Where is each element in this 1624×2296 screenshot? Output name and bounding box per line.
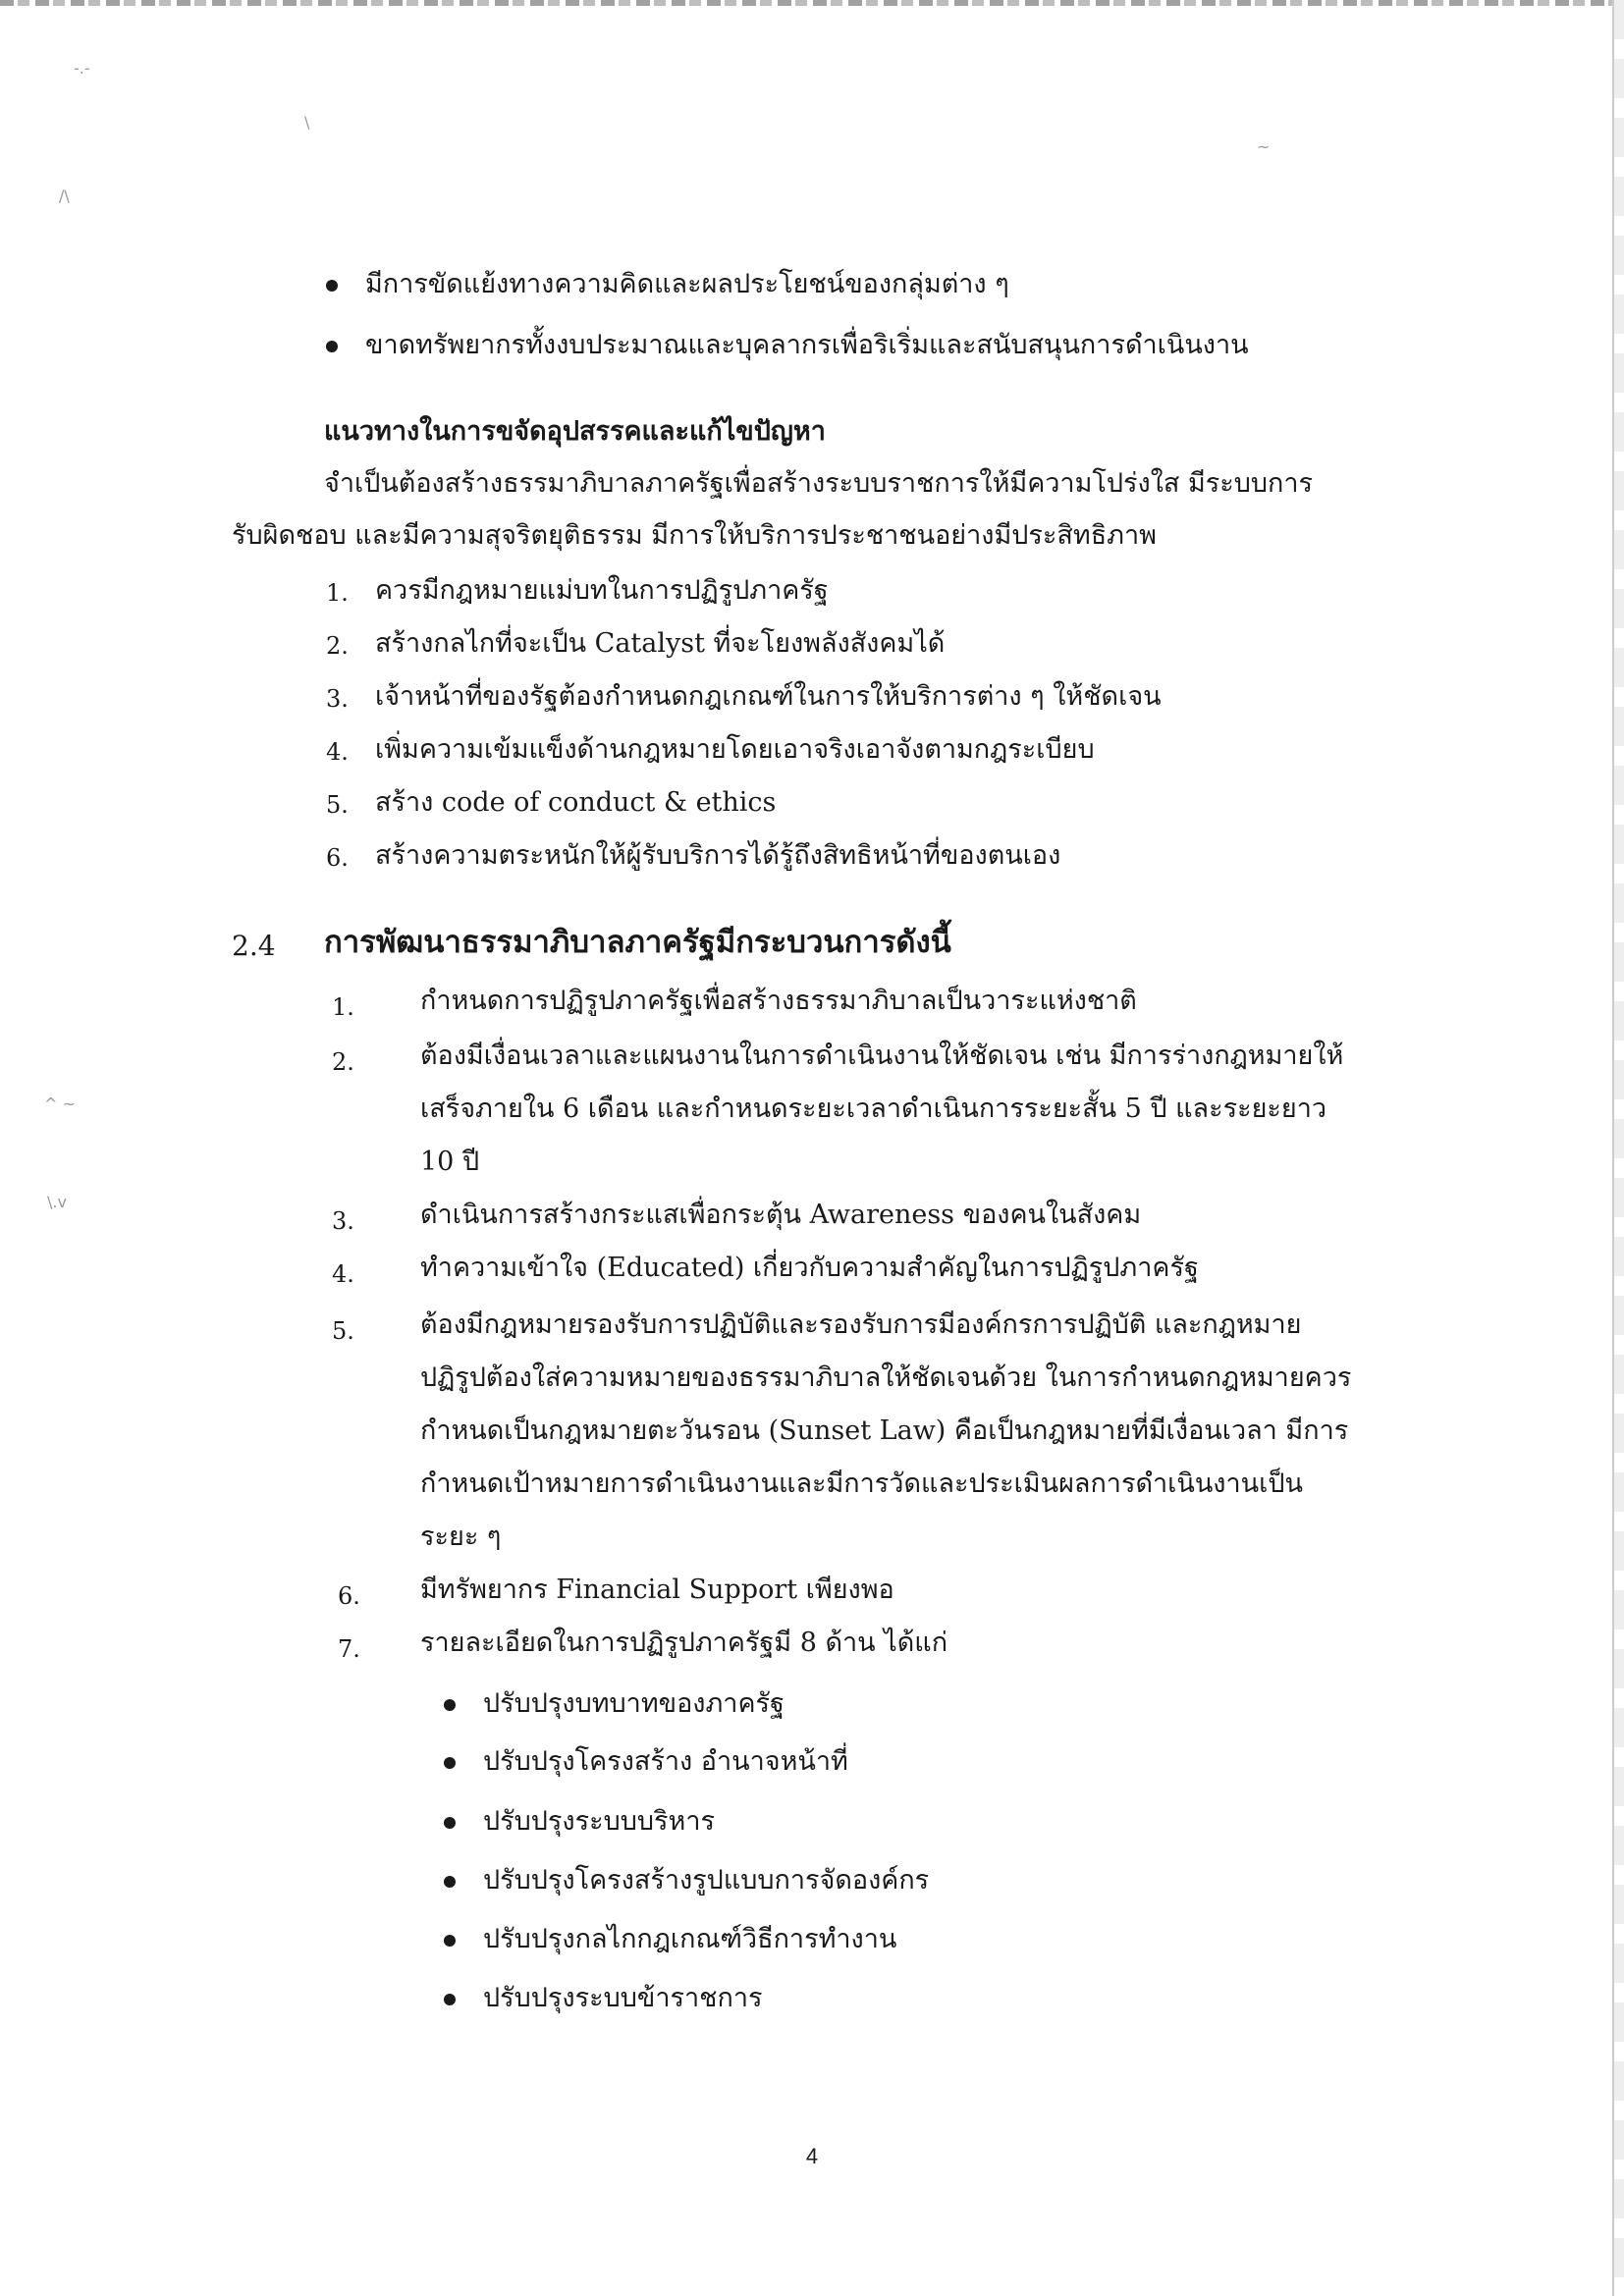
section-item-number: 3.: [332, 1207, 354, 1235]
section-item-line: กำหนดเป้าหมายการดำเนินงานและมีการวัดและประเมินผลการดำเนินงานเป็น: [420, 1468, 1303, 1499]
section-title: การพัฒนาธรรมาภิบาลภาครัฐมีกระบวนการดังนี้: [324, 925, 951, 960]
section-item-line: ปฏิรูปต้องใส่ความหมายของธรรมาภิบาลให้ชัดเจนด้วย ในการกำหนดกฎหมายควร: [420, 1362, 1352, 1393]
section-item-number: 5.: [332, 1317, 354, 1345]
approach-item-text: สร้าง code of conduct & ethics: [375, 787, 777, 818]
approach-item-number: 1.: [326, 579, 349, 607]
approach-item-text: สร้างกลไกที่จะเป็น Catalyst ที่จะโยงพลังสังคมได้: [375, 628, 946, 659]
section-item-line: เสร็จภายใน 6 เดือน และกำหนดระยะเวลาดำเนินการระยะสั้น 5 ปี และระยะยาว: [420, 1094, 1327, 1124]
approach-item-text: สร้างความตระหนักให้ผู้รับบริการได้รู้ถึงสิทธิหน้าที่ของตนเอง: [375, 840, 1061, 871]
section-number: 2.4: [232, 930, 276, 962]
approach-item-text: ควรมีกฎหมายแม่บทในการปฏิรูปภาครัฐ: [375, 575, 829, 606]
scan-speck: \: [304, 113, 310, 132]
approach-item-number: 2.: [326, 632, 349, 660]
section-item-line: กำหนดการปฏิรูปภาครัฐเพื่อสร้างธรรมาภิบาลเป็นวาระแห่งชาติ: [420, 986, 1137, 1016]
top-bullet: มีการขัดแย้งทางความคิดและผลประโยชน์ของกลุ่มต่าง ๆ: [365, 267, 1009, 302]
approach-paragraph-line: รับผิดชอบ และมีความสุจริตยุติธรรม มีการให้บริการประชาชนอย่างมีประสิทธิภาพ: [232, 520, 1157, 551]
scan-right-edge: [1612, 0, 1624, 2296]
sub-bullet: ปรับปรุงกลไกกฎเกณฑ์วิธีการทำงาน: [483, 1922, 896, 1957]
scan-speck: \.v: [47, 1193, 67, 1211]
approach-item-number: 6.: [326, 844, 349, 872]
section-item-line: ดำเนินการสร้างกระแสเพื่อกระตุ้น Awareness ของคนในสังคม: [420, 1200, 1142, 1230]
page-number: 4: [805, 2144, 819, 2168]
section-item-line: ต้องมีเงื่อนเวลาและแผนงานในการดำเนินงานให้ชัดเจน เช่น มีการร่างกฎหมายให้: [420, 1041, 1344, 1071]
top-bullet: ขาดทรัพยากรทั้งงบประมาณและบุคลากรเพื่อริเริ่มและสนับสนุนการดำเนินงาน: [365, 328, 1249, 363]
section-item-line: กำหนดเป็นกฎหมายตะวันรอน (Sunset Law) คือเป็นกฎหมายที่มีเงื่อนเวลา มีการ: [420, 1415, 1349, 1446]
scan-speck: ^ ~: [44, 1095, 76, 1113]
section-item-line: รายละเอียดในการปฏิรูปภาครัฐมี 8 ด้าน ได้แก่: [420, 1628, 948, 1658]
section-item-number: 6.: [338, 1582, 360, 1610]
sub-bullet: ปรับปรุงบทบาทของภาครัฐ: [483, 1686, 785, 1722]
section-item-line: ทำความเข้าใจ (Educated) เกี่ยวกับความสำคัญในการปฏิรูปภาครัฐ: [420, 1253, 1199, 1283]
approach-item-text: เพิ่มความเข้มแข็งด้านกฎหมายโดยเอาจริงเอาจังตามกฎระเบียบ: [375, 734, 1095, 765]
approach-paragraph-line: จำเป็นต้องสร้างธรรมาภิบาลภาครัฐเพื่อสร้างระบบราชการให้มีความโปร่งใส มีระบบการ: [324, 468, 1314, 499]
section-item-line: ต้องมีกฎหมายรองรับการปฏิบัติและรองรับการมีองค์กรการปฏิบัติ และกฎหมาย: [420, 1309, 1302, 1340]
scan-speck: -.-: [74, 59, 90, 78]
approach-heading: แนวทางในการขจัดอุปสรรคและแก้ไขปัญหา: [324, 416, 826, 447]
section-item-number: 1.: [332, 993, 354, 1021]
scan-top-edge: [0, 0, 1624, 6]
scan-speck: ~: [1257, 137, 1271, 156]
sub-bullet: ปรับปรุงโครงสร้างรูปแบบการจัดองค์กร: [483, 1863, 929, 1898]
approach-item-number: 3.: [326, 685, 349, 713]
section-item-line: มีทรัพยากร Financial Support เพียงพอ: [420, 1575, 894, 1605]
section-item-number: 2.: [332, 1048, 354, 1076]
approach-item-number: 5.: [326, 791, 349, 819]
section-item-line: 10 ปี: [420, 1147, 480, 1177]
section-item-line: ระยะ ๆ: [420, 1522, 502, 1552]
section-item-number: 7.: [338, 1635, 360, 1663]
approach-item-number: 4.: [326, 738, 349, 766]
scan-speck: /\: [59, 187, 70, 205]
approach-item-text: เจ้าหน้าที่ของรัฐต้องกำหนดกฎเกณฑ์ในการให้บริการต่าง ๆ ให้ชัดเจน: [375, 681, 1162, 712]
sub-bullet: ปรับปรุงโครงสร้าง อำนาจหน้าที่: [483, 1744, 848, 1780]
sub-bullet: ปรับปรุงระบบข้าราชการ: [483, 1981, 763, 2016]
section-item-number: 4.: [332, 1260, 354, 1288]
sub-bullet: ปรับปรุงระบบบริหาร: [483, 1804, 715, 1840]
